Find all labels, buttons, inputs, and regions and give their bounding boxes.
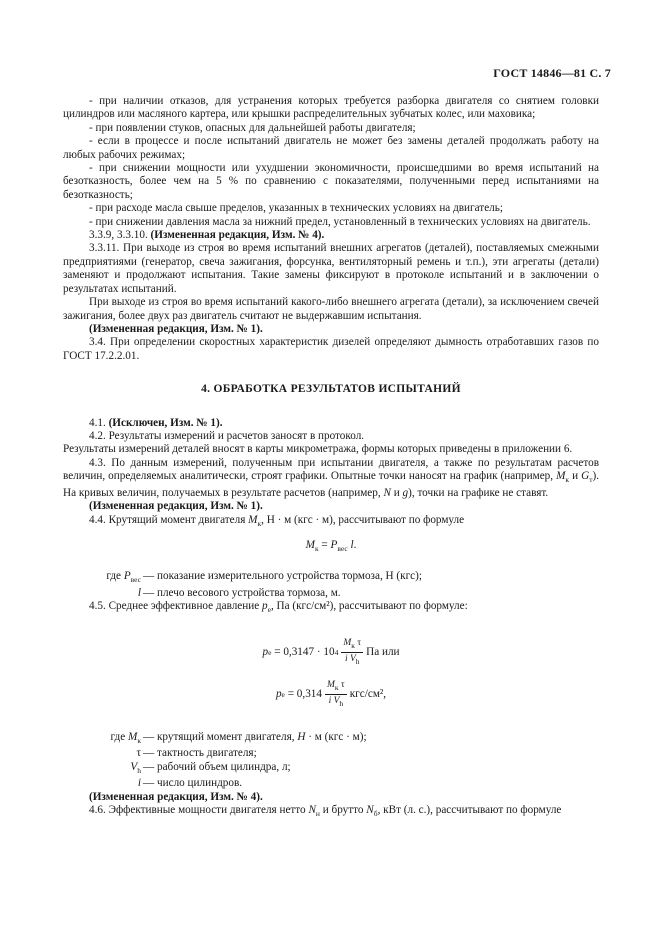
subscript: к xyxy=(314,544,319,554)
text: , Па (кгс/см²), рассчитывают по формуле: xyxy=(270,599,468,612)
clause-number: 3.3.9, 3.3.10. xyxy=(89,229,148,242)
paragraph: При выходе из строя во время испытаний какого-либо внешнего агрегата (детали), за исключением свечей зажигания, более двух раз двигатель считают не выдержавшим испытания. xyxy=(63,296,599,322)
text: , Н · м (кгс · м), рассчитывают по формуле xyxy=(261,513,465,526)
definitions-4-5 xyxy=(63,731,599,791)
denominator: i $V_h$ xyxy=(344,654,360,666)
symbol: M xyxy=(305,539,315,552)
clause-number: 4.1. xyxy=(89,416,106,429)
clause-4-2: 4.2. Результаты измерений и расчетов заносят в протокол. xyxy=(89,429,365,442)
subscript: е xyxy=(268,647,272,657)
document-body xyxy=(63,95,599,821)
symbol: p xyxy=(262,599,268,612)
numerator: $M_к$ τ xyxy=(325,680,347,695)
clause-4-1 xyxy=(63,417,599,430)
paragraph: - при наличии отказов, для устранения которых требуется разборка двигателя со снятием головки цилиндров или масляного картера, или крышки распределительных зубчатых колес, или маховика; xyxy=(63,95,599,121)
definition-text: — плечо весового устройства тормоза, м. xyxy=(143,586,341,599)
definition-text: — рабочий объем цилиндра, л; xyxy=(143,760,291,773)
clause-4-3 xyxy=(63,457,599,500)
amendment-note: (Измененная редакция, Изм. № 4). xyxy=(89,790,263,803)
symbol: M xyxy=(248,513,258,526)
definition-text: — показание измерительного устройства тормоза, Н (кгс); xyxy=(143,569,422,582)
paragraph: - при снижении давления масла за нижний предел, установленный в технических условиях на двигатель. xyxy=(89,215,591,228)
symbol: M xyxy=(556,470,566,483)
unit: Па или xyxy=(366,645,400,658)
text: , кВт (л. с.), рассчитывают по формуле xyxy=(377,804,562,817)
text: ), точки на графике не ставят. xyxy=(408,486,549,499)
symbol: N xyxy=(366,804,374,817)
subscript: т xyxy=(589,475,593,485)
subscript: н xyxy=(315,809,320,819)
spacer xyxy=(63,713,599,731)
definition-symbol: l xyxy=(137,586,141,599)
definition-symbol: $V_h$ xyxy=(130,760,141,775)
text: и брутто xyxy=(322,804,364,817)
clause-4-4 xyxy=(63,514,599,531)
definition-row xyxy=(63,761,599,778)
definition-symbol: где $P_{вес}$ xyxy=(106,569,141,585)
subscript: е xyxy=(281,689,285,699)
paragraph: - если в процессе и после испытаний двигатель не может без замены деталей продолжать работу на любых рабочих режимах; xyxy=(63,135,599,161)
symbol: N xyxy=(308,804,316,817)
clause-3-3-9 xyxy=(63,229,599,242)
definition-text: — число цилиндров. xyxy=(143,777,243,790)
definition-symbol: i xyxy=(137,777,141,790)
symbol: P xyxy=(330,539,338,552)
text: ). На кривых величин, получаемых в результате расчетов (например, xyxy=(63,470,600,499)
definition-row xyxy=(63,777,599,790)
clause-4-5 xyxy=(63,600,599,617)
formula-pressure-kgf xyxy=(63,677,599,713)
text: 4.5. Среднее эффективное давление xyxy=(89,599,260,612)
definition-row xyxy=(63,731,599,748)
definition-symbol: τ xyxy=(136,747,141,760)
definition-row xyxy=(63,747,599,760)
definition-symbol: где $M_к$ xyxy=(110,730,141,745)
subscript: вес xyxy=(337,544,348,554)
subscript: к xyxy=(565,475,570,485)
section-title: 4. ОБРАБОТКА РЕЗУЛЬТАТОВ ИСПЫТАНИЙ xyxy=(201,383,461,396)
equals-sign: = xyxy=(287,687,294,700)
fraction xyxy=(325,680,347,709)
definition-row xyxy=(63,587,599,600)
symbol: l xyxy=(350,539,354,552)
symbol: N xyxy=(383,486,391,499)
text: 4.4. Крутящий момент двигателя xyxy=(89,513,246,526)
denominator: i $V_h$ xyxy=(328,696,344,708)
equals-sign: = xyxy=(321,539,328,552)
page-header: ГОСТ 14846—81 С. 7 xyxy=(493,66,611,80)
definition-row xyxy=(63,570,599,587)
spacer xyxy=(63,617,599,635)
coefficient: 0,314 xyxy=(296,687,322,700)
symbol: G xyxy=(581,470,590,483)
exponent: 4 xyxy=(334,647,339,657)
paragraph: - при снижении мощности или ухудшении экономичности, происшедшими во время испытаний на безотказность, более чем на 5 % по сравнению с показателями, полученными перед испытаниями на безотказность; xyxy=(63,162,599,201)
amendment-note: (Измененная редакция, Изм. № 1). xyxy=(89,322,263,335)
coefficient: 0,3147 · 10 xyxy=(283,645,335,658)
clause-3-4: 3.4. При определении скоростных характеристик дизелей определяют дымность отработавших газов по ГОСТ 17.2.2.01. xyxy=(63,336,599,362)
paragraph: - при расходе масла свыше пределов, указанных в технических условиях на двигатель; xyxy=(89,202,503,215)
numerator: $M_к$ τ xyxy=(341,638,363,653)
amendment-note: (Измененная редакция, Изм. № 1). xyxy=(89,500,263,513)
amendment-note: (Исключен, Изм. № 1). xyxy=(108,416,223,429)
unit: кгс/см², xyxy=(349,687,387,700)
clause-4-6 xyxy=(63,804,599,821)
paragraph: Результаты измерений деталей вносят в карты микрометража, формы которых приведены в приложении 6. xyxy=(63,443,573,456)
definition-text: — крутящий момент двигателя, H · м (кгс · м); xyxy=(143,730,367,743)
text: 4.3. По данным измерений, полученным при испытании двигателя, а также по результатам расчетов величин, определяемых аналитически, строят графики. Опытные точки наносят на график (например, xyxy=(63,456,599,483)
definition-text: — тактность двигателя; xyxy=(143,747,257,760)
formula-pressure-pa xyxy=(63,635,599,671)
subscript: б xyxy=(373,809,378,819)
formula-torque: $M_к = P_{вес}$ l. xyxy=(305,539,357,554)
subscript: к xyxy=(257,518,262,528)
fraction xyxy=(341,638,363,667)
clause-3-3-11: 3.3.11. При выходе из строя во время испытаний внешних агрегатов (деталей), поставляемых смежными предприятиями (генератор, свеча зажигания, форсунка, вентиляторный ремень и т.п.), эти агрегаты (детали) заменяют и продолжают испытания. Такие замены фиксируют в протоколе испытаний и в заключении о результатах испытаний. xyxy=(63,242,599,295)
symbol: g xyxy=(402,486,409,499)
paragraph: - при появлении стуков, опасных для дальнейшей работы двигателя; xyxy=(89,121,416,134)
symbol: p xyxy=(275,687,282,700)
symbol: p xyxy=(262,645,269,658)
amendment-note: (Измененная редакция, Изм. № 4). xyxy=(150,229,325,242)
equals-sign: = xyxy=(274,645,281,658)
text: и xyxy=(393,486,400,499)
definitions-4-4 xyxy=(63,570,599,600)
text: и xyxy=(572,470,579,483)
subscript: е xyxy=(267,605,271,615)
text: 4.6. Эффективные мощности двигателя нетто xyxy=(89,804,306,817)
